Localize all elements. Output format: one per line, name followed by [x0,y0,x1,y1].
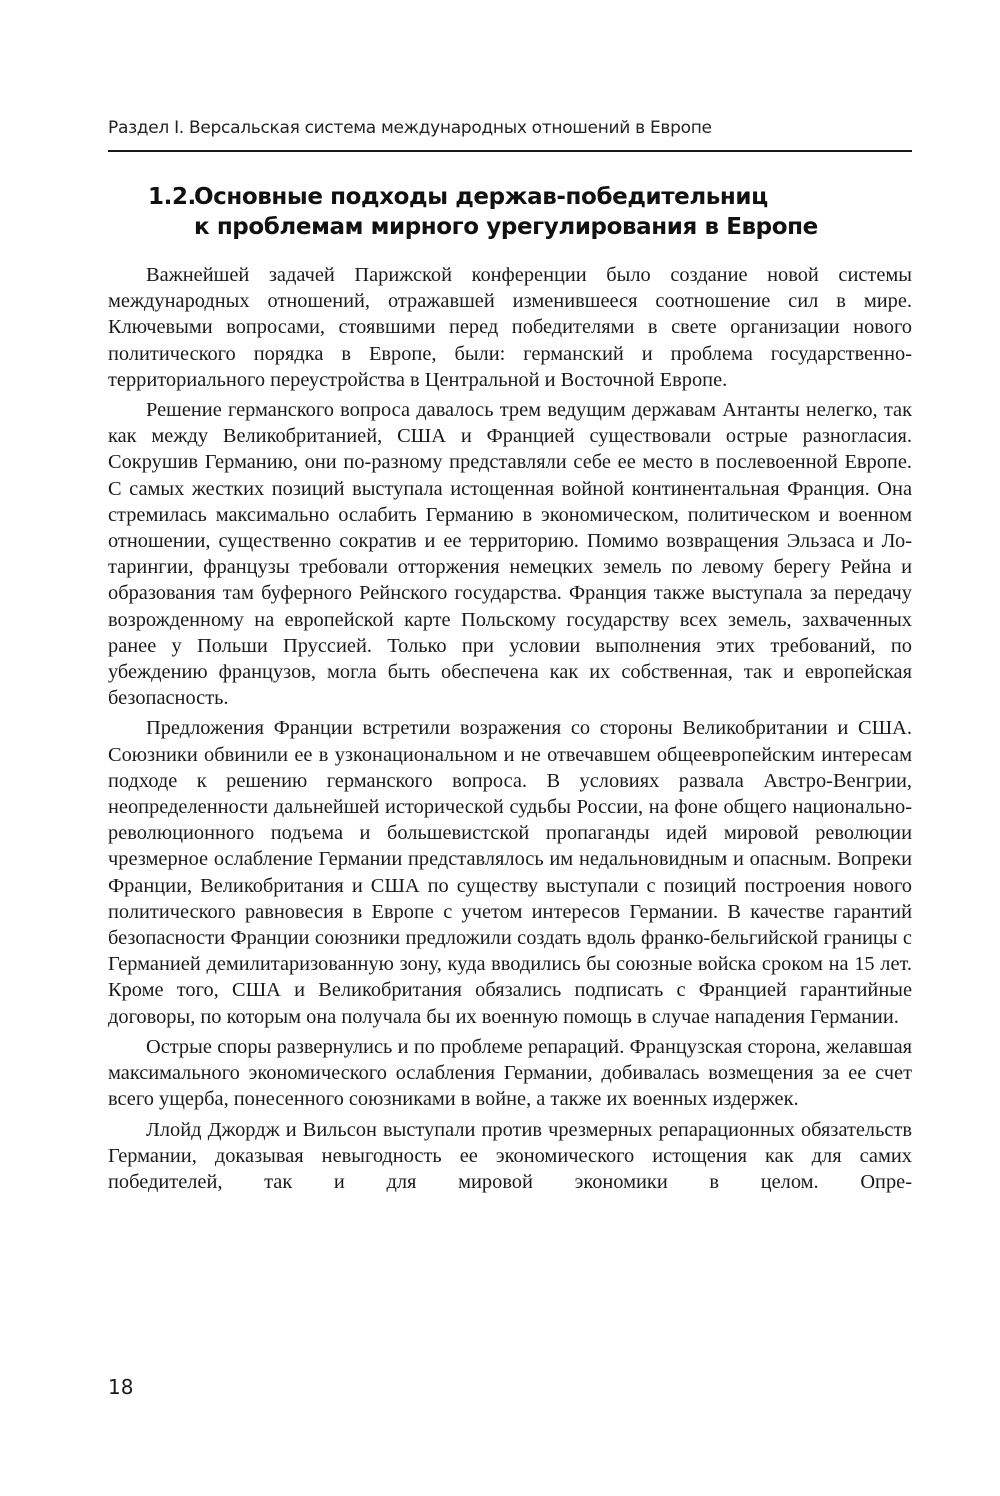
running-head: Раздел I. Версальская система международных отношений в Европе [108,118,712,138]
paragraph-4: Острые споры развернулись и по проблеме репараций. Французская сторона, желавшая максимального экономического ослабления Германии, добивалась возмещения за ее счет всего ущерба, понесенного союзниками в войне, а также их военных издержек. [108,1035,912,1111]
section-title [148,182,908,242]
paragraph-2: Решение германского вопроса давалось трем ведущим державам Антанты нелегко, так как между Великобританией, США и Францией существовали острые разногласия. Сокрушив Германию, они по-разному представляли себе ее место в послевоенной Европе. С самых жестких позиций выступала истощенная войной континентальная Франция. Она стремилась максимально ослабить Германию в экономическом, политическом и военном отношении, существенно сократив и ее территорию. Помимо возвращения Эльзаса и Лотарингии, французы требовали отторжения немецких земель по левому берегу Рейна и образования там буферного Рейнского государства. Франция также выступала за передачу возрожденному на европейской карте Польскому государству всех земель, захваченных ранее у Польши Пруссией. Только при условии выполнения этих требований, по убеждению французов, могла быть обеспечена как их собственная, так и европейская безопасность. [108,399,912,710]
paragraph-1: Важнейшей задачей Парижской конференции было создание новой системы международных отношений, отражавшей изменившееся соотношение сил в мире. Ключевыми вопросами, стоявшими перед победителями в свете организации нового политического порядка в Европе, были: германский и проблема государственно-территориального переустройства в Центральной и Восточной Европе. [108,264,912,391]
body-text [108,262,912,1199]
section-title-line-2: к проблемам мирного урегулирования в Европе [194,214,818,240]
section-number: 1.2. [148,184,196,210]
paragraph-3: Предложения Франции встретили возражения со стороны Великобритании и США. Союзники обвинили ее в узконациональном и не отвечавшем общеевропейским интересам подходе к решению германского вопроса. В условиях развала Австро-Венгрии, неопределенности дальнейшей исторической судьбы России, на фоне общего национально-революционного подъема и большевистской пропаганды идей мировой революции чрезмерное ослабление Германии представлялось им недальновидным и опасным. Вопреки Франции, Великобритания и США по существу выступали с позиций построения нового политического равновесия в Европе с учетом интересов Германии. В качестве гарантий безопасности Франции союзники предложили создать вдоль франко-бельгийской границы с Германией демилитаризованную зону, куда вводились бы союзные войска сроком на 15 лет. Кроме того, США и Великобритания обязались подписать с Францией гарантийные договоры, по которым она получала бы их военную помощь в случае нападения Германии. [108,717,912,1028]
section-title-line-1: Основные подходы держав-победительниц [194,184,768,210]
header-divider [108,150,912,152]
page-number: 18 [108,1375,134,1399]
paragraph-5: Ллойд Джордж и Вильсон выступали против чрезмерных репарационных обязательств Германии, доказывая невыгодность ее экономического истощения как для самих победителей, так и для мировой экономики в целом. Опре- [108,1118,912,1193]
